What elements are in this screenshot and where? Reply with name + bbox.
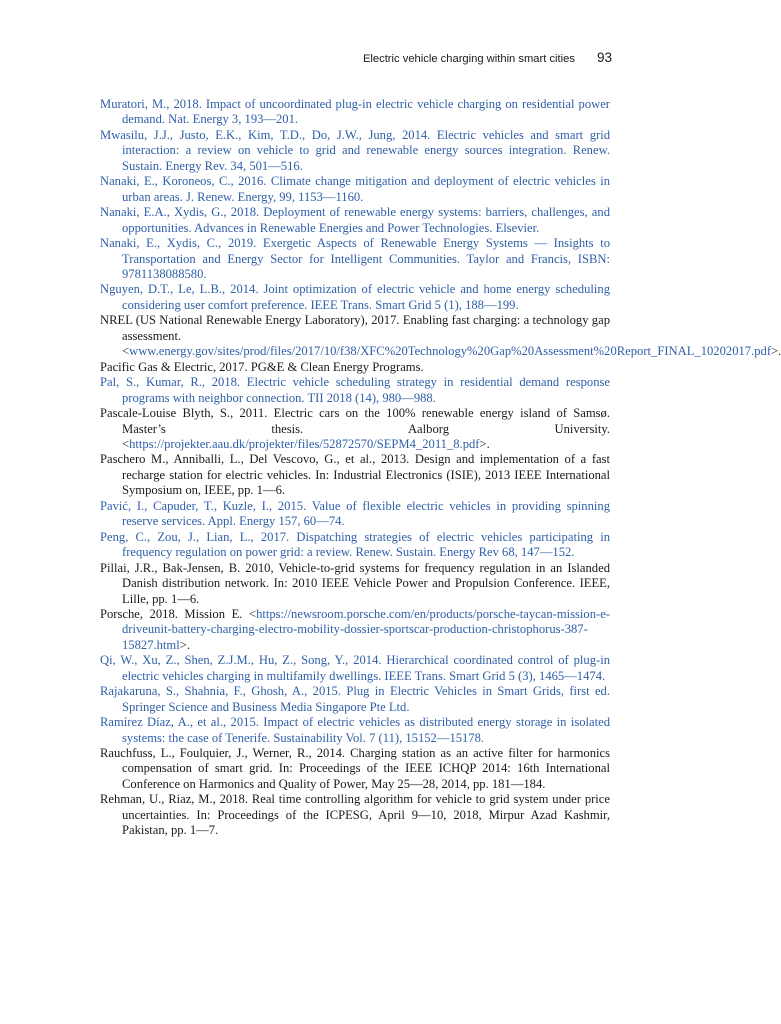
reference-text: Nanaki, E., Koroneos, C., 2016. Climate change mitigation and deployment of electric vehicles in urban areas. J. Renew. Energy, 99, 1153—1160. bbox=[100, 174, 610, 204]
reference-entry bbox=[100, 561, 610, 607]
reference-text: Mwasilu, J.J., Justo, E.K., Kim, T.D., Do, J.W., Jung, 2014. Electric vehicles and smart grid interaction: a review on vehicle to grid and renewable energy sources integration. Renew. Sustain. Energy Rev. 34, 501—516. bbox=[100, 127, 610, 173]
reference-url-closing: >. bbox=[771, 344, 781, 359]
reference-text: Pascale-Louise Blyth, S., 2011. Electric cars on the 100% renewable energy island of Samsø. Master’s thesis. Aalborg University. < bbox=[100, 406, 610, 451]
reference-entry[interactable] bbox=[100, 128, 610, 174]
reference-entry[interactable] bbox=[100, 205, 610, 236]
reference-entry[interactable] bbox=[100, 499, 610, 530]
reference-text: Pavić, I., Capuder, T., Kuzle, I., 2015. Value of flexible electric vehicles in providing spinning reserve services. Appl. Energy 157, 60—74. bbox=[100, 498, 610, 529]
reference-text: Rajakaruna, S., Shahnia, F., Ghosh, A., 2015. Plug in Electric Vehicles in Smart Grids, first ed. Springer Science and Business Media Singapore Pte Ltd. bbox=[100, 684, 610, 714]
running-header bbox=[100, 50, 612, 65]
reference-list bbox=[100, 97, 781, 839]
reference-text: NREL (US National Renewable Energy Laboratory), 2017. Enabling fast charging: a technology gap assessment. < bbox=[100, 313, 610, 359]
reference-entry[interactable] bbox=[100, 375, 610, 406]
reference-entry bbox=[100, 452, 610, 498]
reference-url-closing: >. bbox=[479, 436, 490, 451]
reference-text: Qi, W., Xu, Z., Shen, Z.J.M., Hu, Z., Song, Y., 2014. Hierarchical coordinated control of plug-in electric vehicles charging in multifamily dwellings. IEEE Trans. Smart Grid 5 (3), 1465—1474. bbox=[100, 653, 610, 683]
reference-text: Peng, C., Zou, J., Lian, L., 2017. Dispatching strategies of electric vehicles participating in frequency regulation on power grid: a review. Renew. Sustain. Energy Rev 68, 147—152. bbox=[100, 529, 610, 560]
page-number: 93 bbox=[596, 50, 612, 65]
reference-text: Porsche, 2018. Mission E. < bbox=[100, 606, 257, 621]
reference-text: Ramírez Díaz, A., et al., 2015. Impact of electric vehicles as distributed energy storage in isolated systems: the case of Tenerife. Sustainability Vol. 7 (11), 15152—15178. bbox=[100, 715, 610, 745]
reference-text: Pal, S., Kumar, R., 2018. Electric vehicle scheduling strategy in residential demand response programs with neighbor connection. TII 2018 (14), 980—988. bbox=[100, 375, 610, 405]
reference-text: Rauchfuss, L., Foulquier, J., Werner, R., 2014. Charging station as an active filter for harmonics compensation of smart grid. In: Proceedings of the IEEE ICHQP 2014: 16th International Conference on Harmonics and Quality of Power, May 25—28, 2014, pp. 181—184. bbox=[100, 746, 610, 791]
reference-text: Nguyen, D.T., Le, L.B., 2014. Joint optimization of electric vehicle and home energy scheduling considering user comfort preference. IEEE Trans. Smart Grid 5 (1), 188—199. bbox=[100, 282, 610, 312]
reference-text: Muratori, M., 2018. Impact of uncoordinated plug-in electric vehicle charging on residential power demand. Nat. Energy 3, 193—201. bbox=[100, 97, 610, 127]
reference-entry bbox=[100, 792, 610, 838]
reference-entry[interactable] bbox=[100, 174, 610, 205]
reference-text: Nanaki, E.A., Xydis, G., 2018. Deployment of renewable energy systems: barriers, challenges, and opportunities. Advances in Renewable Energies and Power Technologies. Elsevier. bbox=[100, 205, 610, 235]
reference-entry[interactable] bbox=[100, 715, 610, 746]
reference-url-closing: >. bbox=[179, 637, 190, 652]
reference-text: Paschero M., Anniballi, L., Del Vescovo, G., et al., 2013. Design and implementation of a fast recharge station for electric vehicles. In: Industrial Electronics (ISIE), 2013 IEEE International Symposium on, IEEE, pp. 1—6. bbox=[100, 452, 610, 498]
reference-text: Rehman, U., Riaz, M., 2018. Real time controlling algorithm for vehicle to grid system under price uncertainties. In: Proceedings of the ICPESG, April 9—10, 2018, Mirpur Azad Kashmir, Pakistan, pp. 1—7. bbox=[100, 792, 610, 838]
reference-entry[interactable] bbox=[100, 282, 610, 313]
running-title: Electric vehicle charging within smart cities bbox=[362, 53, 575, 65]
reference-entry[interactable] bbox=[100, 97, 610, 128]
reference-entry[interactable] bbox=[100, 653, 610, 684]
reference-url-link[interactable]: www.energy.gov/sites/prod/files/2017/10/f38/XFC%20Technology%20Gap%20Assessment%20Report_FINAL_10202017.pdf bbox=[129, 344, 772, 359]
reference-text: Pacific Gas & Electric, 2017. PG&E & Clean Energy Programs. bbox=[100, 359, 424, 374]
reference-url-link[interactable]: https://newsroom.porsche.com/en/products/porsche-taycan-mission-e-driveunit-battery-charging-electro-mobility-dossier-sportscar-production-christophorus-387-15827.html bbox=[122, 606, 610, 652]
reference-url-link[interactable]: https://projekter.aau.dk/projekter/files/52872570/SEPM4_2011_8.pdf bbox=[129, 436, 480, 451]
reference-entry[interactable] bbox=[100, 684, 610, 715]
reference-entry bbox=[100, 607, 610, 653]
reference-text: Pillai, J.R., Bak-Jensen, B. 2010, Vehicle-to-grid systems for frequency regulation in an Islanded Danish distribution network. In: 2010 IEEE Vehicle Power and Propulsion Conference. IEEE, Lille, pp. 1—6. bbox=[100, 560, 610, 606]
reference-entry bbox=[100, 406, 610, 452]
reference-entry bbox=[100, 360, 610, 375]
reference-entry bbox=[100, 313, 781, 359]
reference-text: Nanaki, E., Xydis, C., 2019. Exergetic Aspects of Renewable Energy Systems — Insights to Transportation and Energy Sector for Intelligent Communities. Taylor and Francis, ISBN: 9781138088580. bbox=[100, 236, 610, 281]
reference-entry[interactable] bbox=[100, 236, 610, 282]
reference-entry bbox=[100, 746, 610, 792]
reference-entry[interactable] bbox=[100, 530, 610, 561]
